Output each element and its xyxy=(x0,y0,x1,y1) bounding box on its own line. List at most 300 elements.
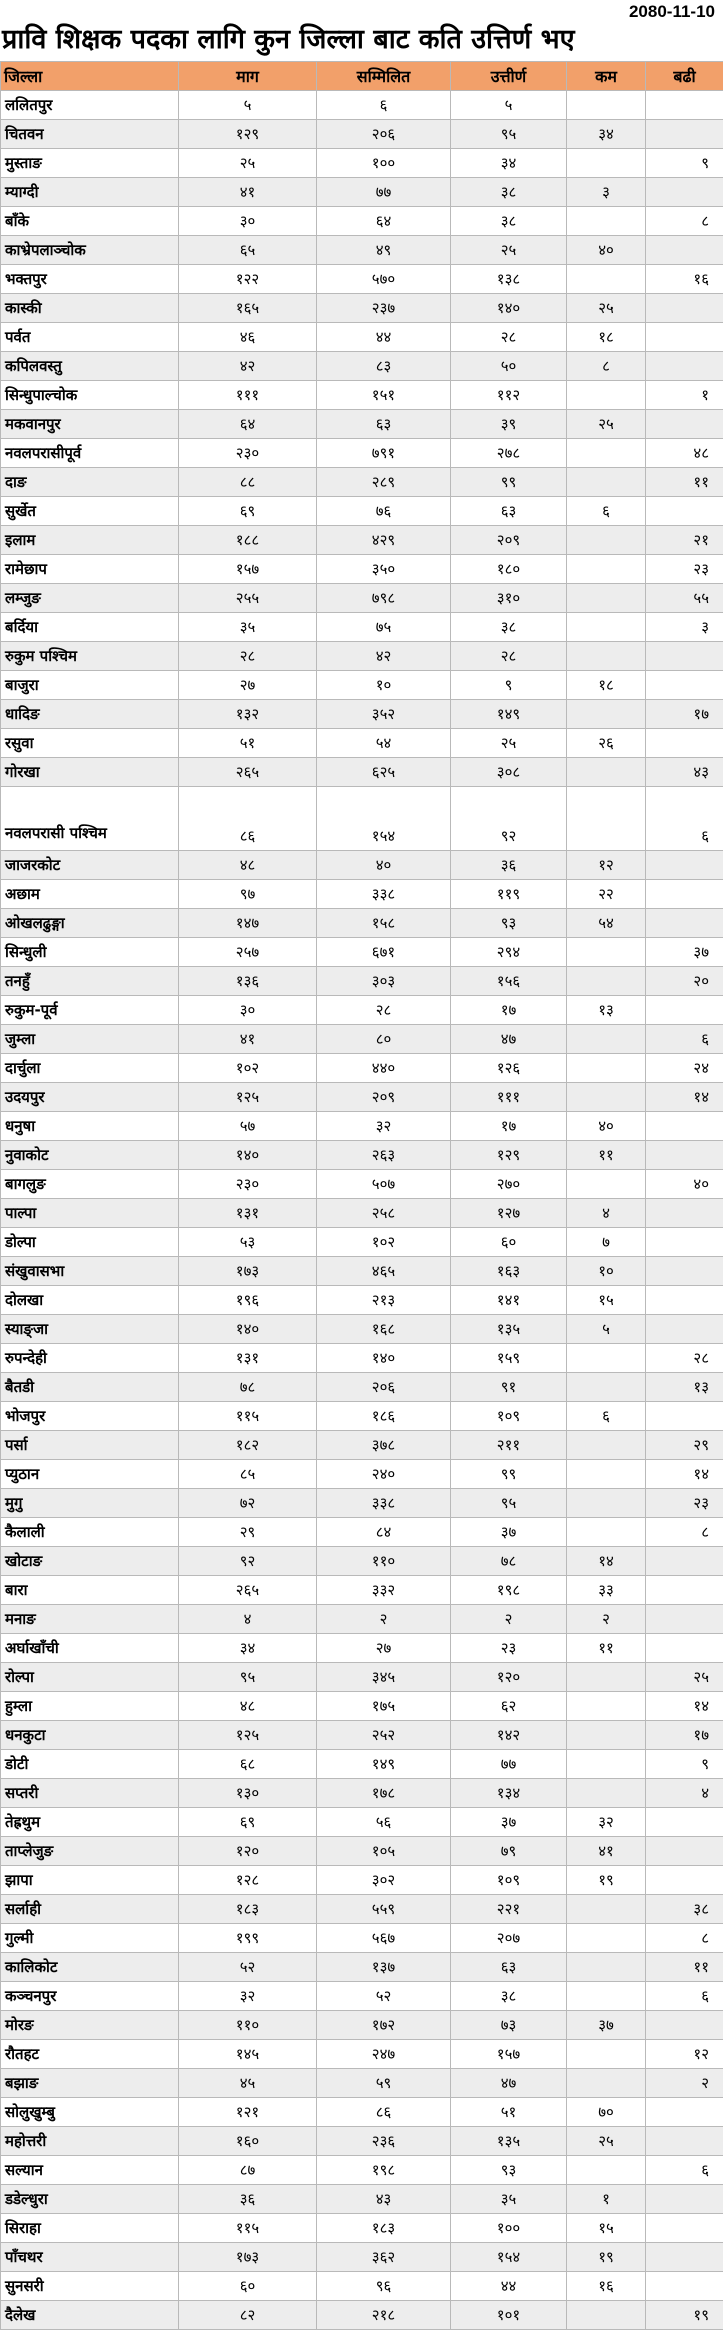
passed-cell: ६३ xyxy=(451,1953,567,1982)
more-cell xyxy=(646,1286,723,1315)
district-cell: खोटाङ xyxy=(1,1547,179,1576)
more-cell xyxy=(646,1199,723,1228)
table-row xyxy=(1,671,723,700)
district-cell: मुगु xyxy=(1,1489,179,1518)
participated-cell: २५८ xyxy=(317,1199,451,1228)
table-row xyxy=(1,729,723,758)
header-participated: सम्मिलित xyxy=(317,62,451,91)
participated-cell: ५७० xyxy=(317,265,451,294)
table-row xyxy=(1,468,723,497)
more-cell: ८ xyxy=(646,1518,723,1547)
more-cell: २ xyxy=(646,2069,723,2098)
less-cell: ३७ xyxy=(567,2011,646,2040)
table-row xyxy=(1,1750,723,1779)
table-row xyxy=(1,1170,723,1199)
passed-cell: १०० xyxy=(451,2214,567,2243)
district-cell: पर्वत xyxy=(1,323,179,352)
passed-cell: २ xyxy=(451,1605,567,1634)
table-row xyxy=(1,1605,723,1634)
more-cell: १२ xyxy=(646,2040,723,2069)
passed-cell: ६० xyxy=(451,1228,567,1257)
less-cell xyxy=(567,2156,646,2185)
table-row xyxy=(1,1083,723,1112)
participated-cell: ६२५ xyxy=(317,758,451,787)
district-cell: भक्तपुर xyxy=(1,265,179,294)
passed-cell: २८ xyxy=(451,642,567,671)
less-cell xyxy=(567,1489,646,1518)
district-cell: तनहुँ xyxy=(1,967,179,996)
less-cell xyxy=(567,1083,646,1112)
less-cell xyxy=(567,439,646,468)
less-cell xyxy=(567,2069,646,2098)
demand-cell: १८८ xyxy=(179,526,317,555)
table-row xyxy=(1,1808,723,1837)
table-row xyxy=(1,1344,723,1373)
district-cell: दार्चुला xyxy=(1,1054,179,1083)
table-row xyxy=(1,1199,723,1228)
table-row xyxy=(1,236,723,265)
table-row xyxy=(1,1431,723,1460)
table-row xyxy=(1,2040,723,2069)
demand-cell: ६० xyxy=(179,2272,317,2301)
table-row xyxy=(1,410,723,439)
more-cell: ४० xyxy=(646,1170,723,1199)
demand-cell: ४८ xyxy=(179,851,317,880)
less-cell: २५ xyxy=(567,410,646,439)
passed-cell: १२६ xyxy=(451,1054,567,1083)
table-row xyxy=(1,1489,723,1518)
more-cell xyxy=(646,671,723,700)
participated-cell: २०९ xyxy=(317,1083,451,1112)
less-cell: २५ xyxy=(567,2127,646,2156)
district-cell: सिन्धुपाल्चोक xyxy=(1,381,179,410)
passed-cell: ४७ xyxy=(451,1025,567,1054)
table-row xyxy=(1,207,723,236)
less-cell xyxy=(567,1692,646,1721)
district-cell: कञ्चनपुर xyxy=(1,1982,179,2011)
less-cell: १९ xyxy=(567,2243,646,2272)
demand-cell: ११५ xyxy=(179,1402,317,1431)
demand-cell: १३० xyxy=(179,1779,317,1808)
participated-cell: ३२ xyxy=(317,1112,451,1141)
passed-cell: ३६ xyxy=(451,851,567,880)
participated-cell: ४४ xyxy=(317,323,451,352)
district-cell: रौतहट xyxy=(1,2040,179,2069)
district-cell: धादिङ xyxy=(1,700,179,729)
participated-cell: २५२ xyxy=(317,1721,451,1750)
less-cell: २५ xyxy=(567,294,646,323)
passed-cell: १७ xyxy=(451,1112,567,1141)
more-cell xyxy=(646,909,723,938)
more-cell: ४८ xyxy=(646,439,723,468)
district-cell: उदयपुर xyxy=(1,1083,179,1112)
less-cell xyxy=(567,1373,646,1402)
district-cell: इलाम xyxy=(1,526,179,555)
table-row xyxy=(1,1634,723,1663)
demand-cell: १३१ xyxy=(179,1344,317,1373)
demand-cell: १५७ xyxy=(179,555,317,584)
less-cell: २२ xyxy=(567,880,646,909)
participated-cell: १५८ xyxy=(317,909,451,938)
district-cell: महोत्तरी xyxy=(1,2127,179,2156)
demand-cell: ४१ xyxy=(179,1025,317,1054)
less-cell xyxy=(567,613,646,642)
passed-cell: ६३ xyxy=(451,497,567,526)
more-cell: ९ xyxy=(646,1750,723,1779)
less-cell: ६ xyxy=(567,497,646,526)
passed-cell: ९५ xyxy=(451,120,567,149)
more-cell: ३ xyxy=(646,613,723,642)
more-cell xyxy=(646,1547,723,1576)
district-cell: दैलेख xyxy=(1,2301,179,2330)
district-cell: जुम्ला xyxy=(1,1025,179,1054)
district-cell: बर्दिया xyxy=(1,613,179,642)
passed-cell: १३५ xyxy=(451,2127,567,2156)
demand-cell: १८२ xyxy=(179,1431,317,1460)
table-row xyxy=(1,1953,723,1982)
less-cell xyxy=(567,700,646,729)
less-cell xyxy=(567,1779,646,1808)
table-row xyxy=(1,1228,723,1257)
district-cell: कालिकोट xyxy=(1,1953,179,1982)
less-cell: १६ xyxy=(567,2272,646,2301)
participated-cell: १०० xyxy=(317,149,451,178)
more-cell: २८ xyxy=(646,1344,723,1373)
passed-cell: ९ xyxy=(451,671,567,700)
table-row xyxy=(1,1257,723,1286)
table-row xyxy=(1,526,723,555)
participated-cell: ५६ xyxy=(317,1808,451,1837)
participated-cell: ५९ xyxy=(317,2069,451,2098)
less-cell: १२ xyxy=(567,851,646,880)
table-row xyxy=(1,120,723,149)
table-row xyxy=(1,2185,723,2214)
demand-cell: १४० xyxy=(179,1141,317,1170)
participated-cell: १७८ xyxy=(317,1779,451,1808)
passed-cell: ११२ xyxy=(451,381,567,410)
less-cell: ५४ xyxy=(567,909,646,938)
more-cell xyxy=(646,294,723,323)
table-row xyxy=(1,439,723,468)
more-cell xyxy=(646,497,723,526)
district-cell: स्याङ्जा xyxy=(1,1315,179,1344)
participated-cell: २०६ xyxy=(317,1373,451,1402)
passed-cell: ९९ xyxy=(451,1460,567,1489)
less-cell: २ xyxy=(567,1605,646,1634)
demand-cell: १९६ xyxy=(179,1286,317,1315)
less-cell xyxy=(567,1344,646,1373)
more-cell xyxy=(646,2214,723,2243)
district-cell: जाजरकोट xyxy=(1,851,179,880)
demand-cell: ६८ xyxy=(179,1750,317,1779)
passed-cell: ९९ xyxy=(451,468,567,497)
participated-cell: २१३ xyxy=(317,1286,451,1315)
table-row xyxy=(1,2098,723,2127)
participated-cell: ९६ xyxy=(317,2272,451,2301)
more-cell: ४ xyxy=(646,1779,723,1808)
district-cell: सुर्खेत xyxy=(1,497,179,526)
participated-cell: २७ xyxy=(317,1634,451,1663)
passed-cell: ७७ xyxy=(451,1750,567,1779)
more-cell: ८ xyxy=(646,207,723,236)
demand-cell: १७३ xyxy=(179,2243,317,2272)
district-cell: नवलपरासी पश्चिम xyxy=(1,787,179,851)
demand-cell: १११ xyxy=(179,381,317,410)
district-cell: रुकुम पश्चिम xyxy=(1,642,179,671)
demand-cell: ९५ xyxy=(179,1663,317,1692)
table-row xyxy=(1,1054,723,1083)
more-cell xyxy=(646,1605,723,1634)
participated-cell: ४२९ xyxy=(317,526,451,555)
less-cell xyxy=(567,584,646,613)
results-table xyxy=(0,61,723,2330)
more-cell xyxy=(646,1257,723,1286)
participated-cell: ३७८ xyxy=(317,1431,451,1460)
demand-cell: १९९ xyxy=(179,1924,317,1953)
header-row xyxy=(1,62,723,91)
passed-cell: ३८ xyxy=(451,178,567,207)
more-cell xyxy=(646,178,723,207)
demand-cell: ६९ xyxy=(179,1808,317,1837)
participated-cell: ७९१ xyxy=(317,439,451,468)
more-cell: ६ xyxy=(646,1025,723,1054)
demand-cell: ५३ xyxy=(179,1228,317,1257)
passed-cell: ७३ xyxy=(451,2011,567,2040)
participated-cell: ८६ xyxy=(317,2098,451,2127)
more-cell: ११ xyxy=(646,1953,723,1982)
district-cell: बारा xyxy=(1,1576,179,1605)
passed-cell: १०९ xyxy=(451,1866,567,1895)
less-cell xyxy=(567,1750,646,1779)
table-row xyxy=(1,1924,723,1953)
district-cell: मकवानपुर xyxy=(1,410,179,439)
demand-cell: १०२ xyxy=(179,1054,317,1083)
demand-cell: १२१ xyxy=(179,2098,317,2127)
district-cell: रुपन्देही xyxy=(1,1344,179,1373)
less-cell: ८ xyxy=(567,352,646,381)
participated-cell: ६७१ xyxy=(317,938,451,967)
district-cell: नुवाकोट xyxy=(1,1141,179,1170)
passed-cell: ३७ xyxy=(451,1518,567,1547)
demand-cell: १२२ xyxy=(179,265,317,294)
passed-cell: ९३ xyxy=(451,909,567,938)
more-cell xyxy=(646,996,723,1025)
table-row xyxy=(1,555,723,584)
less-cell: १५ xyxy=(567,2214,646,2243)
passed-cell: १०९ xyxy=(451,1402,567,1431)
less-cell xyxy=(567,555,646,584)
less-cell xyxy=(567,967,646,996)
passed-cell: २०९ xyxy=(451,526,567,555)
table-row xyxy=(1,2069,723,2098)
district-cell: सिन्धुली xyxy=(1,938,179,967)
less-cell: ३४ xyxy=(567,120,646,149)
less-cell: १३ xyxy=(567,996,646,1025)
passed-cell: १४२ xyxy=(451,1721,567,1750)
more-cell: २४ xyxy=(646,1054,723,1083)
more-cell xyxy=(646,1837,723,1866)
passed-cell: ५१ xyxy=(451,2098,567,2127)
participated-cell: ४९ xyxy=(317,236,451,265)
participated-cell: ५६७ xyxy=(317,1924,451,1953)
district-cell: कास्की xyxy=(1,294,179,323)
more-cell xyxy=(646,1808,723,1837)
district-cell: भोजपुर xyxy=(1,1402,179,1431)
more-cell xyxy=(646,1634,723,1663)
demand-cell: ११० xyxy=(179,2011,317,2040)
demand-cell: ६९ xyxy=(179,497,317,526)
demand-cell: १३१ xyxy=(179,1199,317,1228)
more-cell: १७ xyxy=(646,1721,723,1750)
district-cell: बाँके xyxy=(1,207,179,236)
demand-cell: ३५ xyxy=(179,613,317,642)
less-cell: १९ xyxy=(567,1866,646,1895)
less-cell xyxy=(567,758,646,787)
table-row xyxy=(1,758,723,787)
less-cell xyxy=(567,91,646,120)
more-cell xyxy=(646,1866,723,1895)
participated-cell: ३३८ xyxy=(317,1489,451,1518)
more-cell xyxy=(646,91,723,120)
more-cell: १४ xyxy=(646,1083,723,1112)
less-cell: ४० xyxy=(567,236,646,265)
demand-cell: ५७ xyxy=(179,1112,317,1141)
passed-cell: १२७ xyxy=(451,1199,567,1228)
more-cell: ११ xyxy=(646,468,723,497)
demand-cell: १२५ xyxy=(179,1721,317,1750)
less-cell: १ xyxy=(567,2185,646,2214)
less-cell xyxy=(567,207,646,236)
participated-cell: ५०७ xyxy=(317,1170,451,1199)
participated-cell: ४३ xyxy=(317,2185,451,2214)
table-row xyxy=(1,787,723,851)
participated-cell: २८९ xyxy=(317,468,451,497)
district-cell: पर्सा xyxy=(1,1431,179,1460)
more-cell: ८ xyxy=(646,1924,723,1953)
table-row xyxy=(1,352,723,381)
demand-cell: ३२ xyxy=(179,1982,317,2011)
participated-cell: १० xyxy=(317,671,451,700)
district-cell: अछाम xyxy=(1,880,179,909)
participated-cell: १०५ xyxy=(317,1837,451,1866)
table-row xyxy=(1,1112,723,1141)
table-row xyxy=(1,851,723,880)
demand-cell: २३० xyxy=(179,439,317,468)
less-cell xyxy=(567,265,646,294)
demand-cell: ८७ xyxy=(179,2156,317,2185)
demand-cell: २६५ xyxy=(179,758,317,787)
header-less: कम xyxy=(567,62,646,91)
district-cell: बागलुङ xyxy=(1,1170,179,1199)
less-cell xyxy=(567,1460,646,1489)
less-cell xyxy=(567,787,646,851)
participated-cell: ३५० xyxy=(317,555,451,584)
less-cell xyxy=(567,938,646,967)
demand-cell: ८८ xyxy=(179,468,317,497)
less-cell: ३ xyxy=(567,178,646,207)
district-cell: रसुवा xyxy=(1,729,179,758)
less-cell: १८ xyxy=(567,671,646,700)
passed-cell: ९१ xyxy=(451,1373,567,1402)
district-cell: मनाङ xyxy=(1,1605,179,1634)
passed-cell: २९४ xyxy=(451,938,567,967)
table-row xyxy=(1,149,723,178)
passed-cell: १३४ xyxy=(451,1779,567,1808)
less-cell xyxy=(567,526,646,555)
district-cell: ओखलढुङ्गा xyxy=(1,909,179,938)
passed-cell: ३८ xyxy=(451,613,567,642)
more-cell: १४ xyxy=(646,1692,723,1721)
participated-cell: ४४० xyxy=(317,1054,451,1083)
less-cell xyxy=(567,1518,646,1547)
demand-cell: ७८ xyxy=(179,1373,317,1402)
district-cell: दाङ xyxy=(1,468,179,497)
less-cell: ११ xyxy=(567,1141,646,1170)
less-cell xyxy=(567,468,646,497)
demand-cell: ९७ xyxy=(179,880,317,909)
header-district: जिल्ला xyxy=(1,62,179,91)
table-row xyxy=(1,294,723,323)
demand-cell: २५७ xyxy=(179,938,317,967)
participated-cell: ४६५ xyxy=(317,1257,451,1286)
demand-cell: २५ xyxy=(179,149,317,178)
table-row xyxy=(1,880,723,909)
more-cell: १६ xyxy=(646,265,723,294)
demand-cell: ७२ xyxy=(179,1489,317,1518)
participated-cell: ६३ xyxy=(317,410,451,439)
less-cell: १४ xyxy=(567,1547,646,1576)
more-cell xyxy=(646,1112,723,1141)
passed-cell: ४४ xyxy=(451,2272,567,2301)
less-cell xyxy=(567,1721,646,1750)
participated-cell: ५५९ xyxy=(317,1895,451,1924)
participated-cell: ५२ xyxy=(317,1982,451,2011)
passed-cell: १४१ xyxy=(451,1286,567,1315)
demand-cell: २९ xyxy=(179,1518,317,1547)
less-cell: १८ xyxy=(567,323,646,352)
table-row xyxy=(1,1402,723,1431)
table-row xyxy=(1,265,723,294)
less-cell: ३३ xyxy=(567,1576,646,1605)
table-row xyxy=(1,1895,723,1924)
district-cell: सप्तरी xyxy=(1,1779,179,1808)
table-row xyxy=(1,1721,723,1750)
district-cell: पाल्पा xyxy=(1,1199,179,1228)
less-cell xyxy=(567,2040,646,2069)
passed-cell: २११ xyxy=(451,1431,567,1460)
passed-cell: ३४ xyxy=(451,149,567,178)
passed-cell: १०१ xyxy=(451,2301,567,2330)
district-cell: चितवन xyxy=(1,120,179,149)
table-body xyxy=(1,91,723,2330)
more-cell: २३ xyxy=(646,555,723,584)
participated-cell: ३५२ xyxy=(317,700,451,729)
participated-cell: १४९ xyxy=(317,1750,451,1779)
more-cell xyxy=(646,1141,723,1170)
demand-cell: २६५ xyxy=(179,1576,317,1605)
more-cell: २० xyxy=(646,967,723,996)
demand-cell: ४५ xyxy=(179,2069,317,2098)
less-cell: ५ xyxy=(567,1315,646,1344)
more-cell xyxy=(646,2127,723,2156)
participated-cell: २०६ xyxy=(317,120,451,149)
participated-cell: १०२ xyxy=(317,1228,451,1257)
table-row xyxy=(1,2243,723,2272)
district-cell: धनुषा xyxy=(1,1112,179,1141)
participated-cell: ३३२ xyxy=(317,1576,451,1605)
less-cell: ७० xyxy=(567,2098,646,2127)
more-cell xyxy=(646,851,723,880)
